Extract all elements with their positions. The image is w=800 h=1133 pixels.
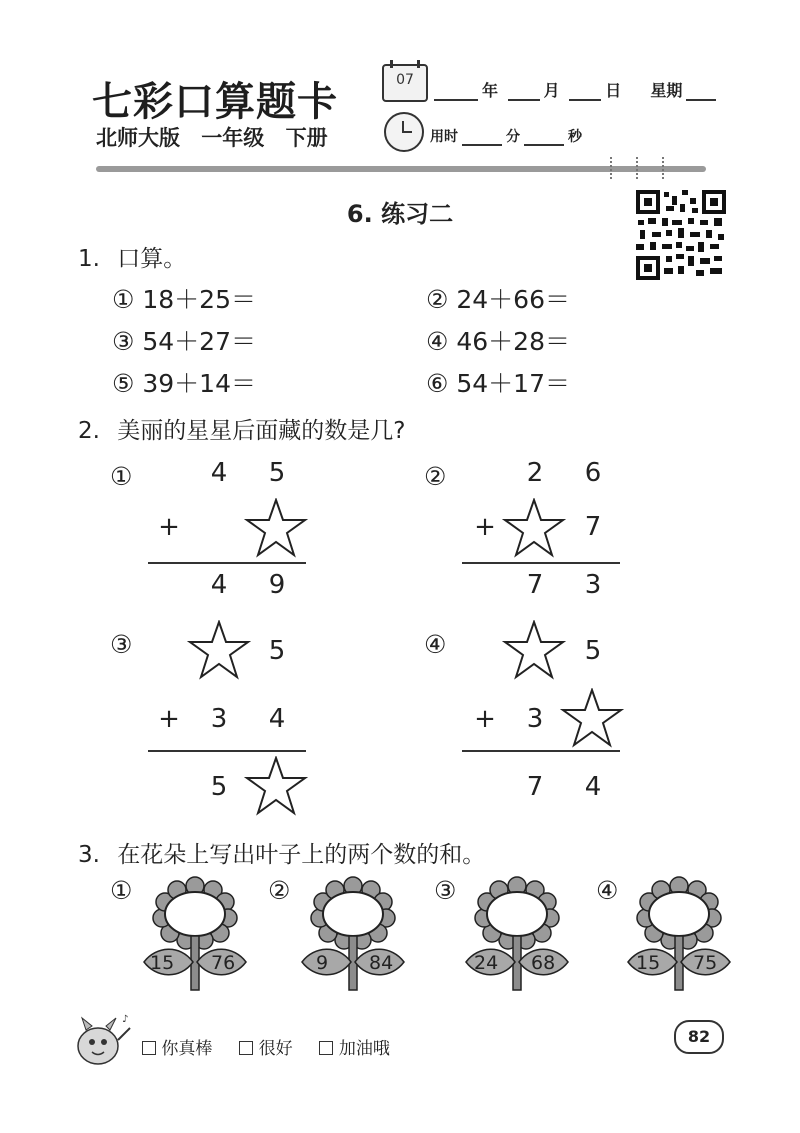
- q1-item: [426, 322, 570, 358]
- digit: 2: [526, 458, 544, 488]
- q1-item: [426, 364, 570, 400]
- digit: 4: [210, 570, 228, 600]
- plus-sign: +: [158, 512, 180, 542]
- item-expression: 18＋25＝: [142, 285, 256, 314]
- edition-label: 北师大版 一年级 下册: [96, 126, 328, 150]
- second-blank[interactable]: [524, 128, 564, 146]
- q1-item: [426, 280, 570, 316]
- item-expression: 24＋66＝: [456, 285, 570, 314]
- leaf-left-number: 24: [474, 952, 499, 974]
- q1-item: [112, 364, 256, 400]
- sum-line: [462, 562, 620, 564]
- item-number: ②: [426, 285, 449, 314]
- item-expression: 39＋14＝: [142, 369, 256, 398]
- plus-sign: +: [158, 704, 180, 734]
- item-expression: 46＋28＝: [456, 327, 570, 356]
- digit: 9: [268, 570, 286, 600]
- star-icon[interactable]: [502, 620, 566, 680]
- checkbox-great[interactable]: [142, 1041, 156, 1055]
- month-label: 月: [543, 81, 560, 100]
- qr-code: [636, 190, 726, 280]
- q2-problem-number: ②: [424, 462, 447, 491]
- checkbox-try-harder[interactable]: [319, 1041, 333, 1055]
- q2-problem-number: ①: [110, 462, 133, 491]
- calendar-day: 07: [396, 72, 414, 88]
- checkbox-good[interactable]: [239, 1041, 253, 1055]
- item-number: ⑥: [426, 369, 449, 398]
- leaf-right-number: 84: [369, 952, 394, 974]
- q1-number: 1.: [78, 246, 100, 272]
- q2-label: 美丽的星星后面藏的数是几?: [117, 418, 406, 444]
- digit: 7: [526, 772, 544, 802]
- year-blank[interactable]: [434, 83, 478, 101]
- sum-line: [148, 562, 306, 564]
- option-good-label: 很好: [258, 1039, 293, 1059]
- digit: 7: [526, 570, 544, 600]
- flower-number: ④: [596, 876, 619, 905]
- item-number: ①: [112, 285, 135, 314]
- digit: 4: [210, 458, 228, 488]
- flower-number: ①: [110, 876, 133, 905]
- leaf-right-number: 68: [531, 952, 556, 974]
- svg-text:♪: ♪: [122, 1014, 129, 1025]
- sum-line: [462, 750, 620, 752]
- leaf-right-number: 75: [693, 952, 718, 974]
- q2-problem-number: ③: [110, 630, 133, 659]
- q1-item: [112, 280, 256, 316]
- digit: 6: [584, 458, 602, 488]
- flower-number: ③: [434, 876, 457, 905]
- q3-number: 3.: [78, 842, 100, 868]
- leaf-left-number: 9: [316, 952, 329, 974]
- leaf-left-number: 15: [636, 952, 661, 974]
- day-label: 日: [605, 81, 622, 100]
- time-used-label: 用时: [430, 129, 458, 145]
- item-number: ⑤: [112, 369, 135, 398]
- star-icon[interactable]: [244, 498, 308, 558]
- star-icon[interactable]: [502, 498, 566, 558]
- plus-sign: +: [474, 512, 496, 542]
- q3-header: [78, 836, 485, 869]
- item-expression: 54＋17＝: [456, 369, 570, 398]
- q2-header: [78, 412, 405, 445]
- digit: 5: [584, 636, 602, 666]
- digit: 4: [584, 772, 602, 802]
- option-great-label: 你真棒: [161, 1039, 213, 1059]
- page-number: 82: [674, 1020, 724, 1054]
- q2-number: 2.: [78, 418, 100, 444]
- star-icon[interactable]: [244, 756, 308, 816]
- option-try-harder-label: 加油哦: [338, 1039, 390, 1059]
- digit: 7: [584, 512, 602, 542]
- rule-knob: [636, 157, 642, 179]
- leaf-left-number: 15: [150, 952, 175, 974]
- plus-sign: +: [474, 704, 496, 734]
- q1-header: [78, 240, 186, 273]
- minute-label: 分: [506, 129, 520, 145]
- item-number: ④: [426, 327, 449, 356]
- rule-knob: [662, 157, 668, 179]
- digit: 5: [210, 772, 228, 802]
- page-title: 6. 练习二: [346, 200, 454, 228]
- item-expression: 54＋27＝: [142, 327, 256, 356]
- year-label: 年: [482, 81, 499, 100]
- mascot-icon: [68, 1010, 138, 1072]
- month-blank[interactable]: [508, 83, 540, 101]
- q2-problem-number: ④: [424, 630, 447, 659]
- star-icon[interactable]: [187, 620, 251, 680]
- star-icon[interactable]: [560, 688, 624, 748]
- calendar-icon: [382, 64, 428, 102]
- brand-title: 七彩口算题卡: [92, 78, 338, 125]
- item-number: ③: [112, 327, 135, 356]
- q3-label: 在花朵上写出叶子上的两个数的和。: [117, 842, 486, 868]
- minute-blank[interactable]: [462, 128, 502, 146]
- digit: 3: [584, 570, 602, 600]
- day-blank[interactable]: [569, 83, 601, 101]
- time-line: [430, 126, 582, 146]
- flower-number: ②: [268, 876, 291, 905]
- sum-line: [148, 750, 306, 752]
- q1-label: 口算。: [117, 246, 187, 272]
- digit: 5: [268, 458, 286, 488]
- rule-knob: [610, 157, 616, 179]
- second-label: 秒: [568, 129, 582, 145]
- weekday-label: 星期: [650, 81, 683, 100]
- rating-options: [142, 1034, 390, 1059]
- weekday-blank[interactable]: [686, 83, 716, 101]
- clock-icon: [384, 112, 424, 152]
- digit: 3: [210, 704, 228, 734]
- leaf-right-number: 76: [211, 952, 236, 974]
- date-line: [430, 78, 720, 101]
- digit: 3: [526, 704, 544, 734]
- digit: 4: [268, 704, 286, 734]
- q1-item: [112, 322, 256, 358]
- digit: 5: [268, 636, 286, 666]
